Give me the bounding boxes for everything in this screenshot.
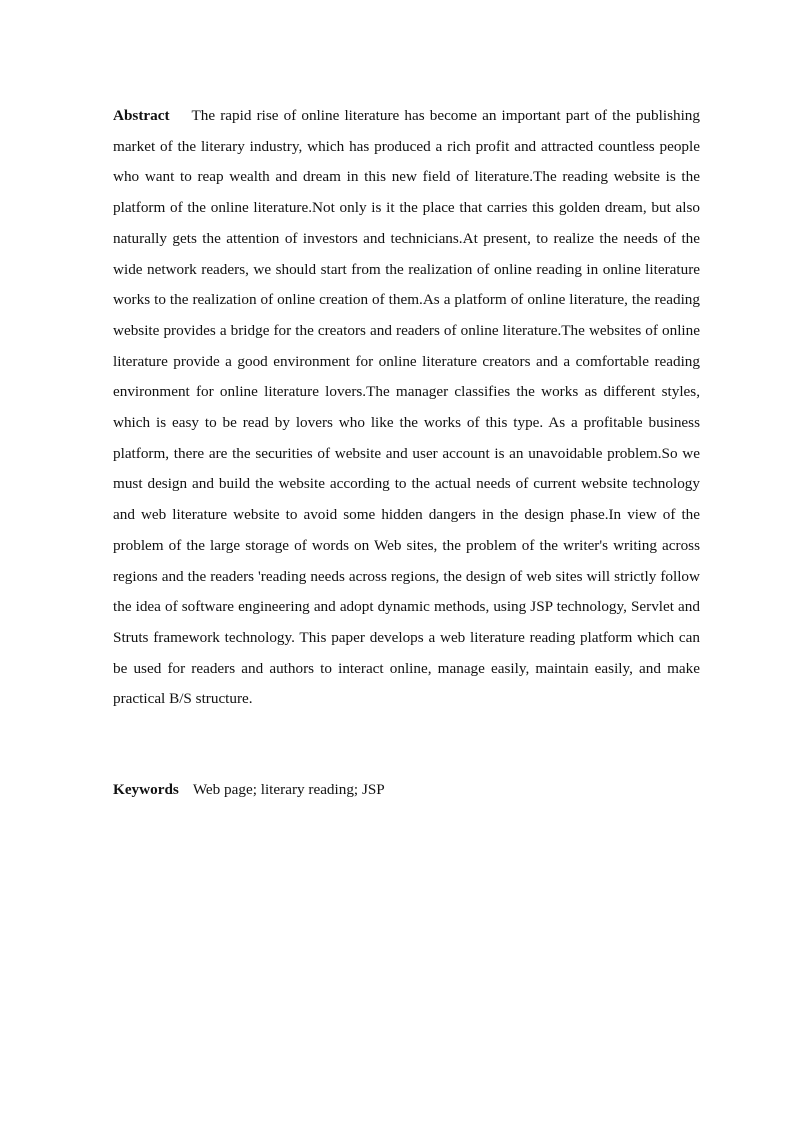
abstract-heading: Abstract (113, 107, 170, 124)
abstract-paragraph (113, 101, 700, 715)
keywords-text: Web page; literary reading; JSP (192, 781, 385, 798)
abstract-text: The rapid rise of online literature has become an important part of the publishing market of the literary industry, which has produced a rich profit and attracted countless people who want to reap wealth and dream in this new field of literature.The reading website is the platform of the online literature.Not only is it the place that carries this golden dream, but also naturally gets the attention of investors and technicians.At present, to realize the needs of the wide network readers, we should start from the realization of online reading in online literature works to the realization of online creation of them.As a platform of online literature, the reading website provides a bridge for the creators and readers of online literature.The websites of online literature provide a good environment for online literature creators and a comfortable reading environment for online literature lovers.The manager classifies the works as different styles, which is easy to be read by lovers who like the works of this type. As a profitable business platform, there are the securities of website and user account is an unavoidable problem.So we must design and build the website according to the actual needs of current website technology and web literature website to avoid some hidden dangers in the design phase.In view of the problem of the large storage of words on Web sites, the problem of the writer's writing across regions and the readers 'reading needs across regions, the design of web sites will strictly follow the idea of software engineering and adopt dynamic methods, using JSP technology, Servlet and Struts framework technology. This paper develops a web literature reading platform which can be used for readers and authors to interact online, manage easily, maintain easily, and make practical B/S structure. (113, 107, 700, 708)
keywords-heading: Keywords (113, 781, 179, 798)
keywords-paragraph (113, 775, 700, 806)
